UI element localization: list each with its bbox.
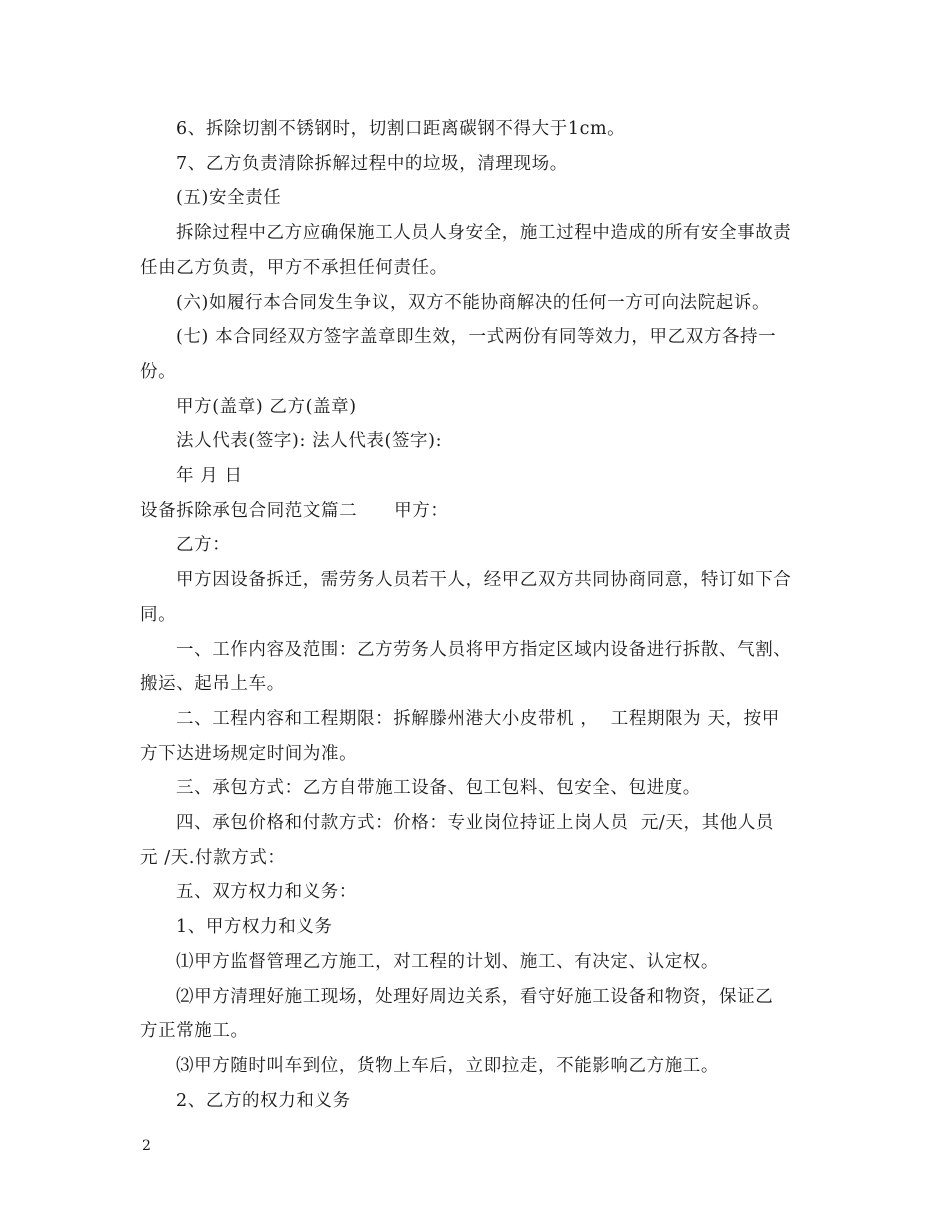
text-line: 设备拆除承包合同范文篇二 甲方： bbox=[140, 500, 449, 521]
text-line: 二、工程内容和工程期限：拆解滕州港大小皮带机 ， 工程期限为 天，按甲 bbox=[176, 708, 780, 729]
text-line: (五)安全责任 bbox=[176, 188, 282, 209]
text-line: 三、承包方式：乙方自带施工设备、包工包料、包安全、包进度。 bbox=[176, 778, 701, 799]
text-line: 拆除过程中乙方应确保施工人员人身安全，施工过程中造成的所有安全事故责 bbox=[176, 223, 792, 244]
text-line: 甲方(盖章) 乙方(盖章) bbox=[176, 396, 357, 417]
page-number: 2 bbox=[142, 1138, 151, 1154]
text-line: 方下达进场规定时间为准。 bbox=[140, 743, 358, 764]
text-line: ⑵甲方清理好施工现场，处理好周边关系，看守好施工设备和物资，保证乙 bbox=[176, 986, 774, 1007]
text-line: 份。 bbox=[140, 361, 177, 382]
text-line: 1、甲方权力和义务 bbox=[176, 917, 333, 938]
text-line: 一、工作内容及范围：乙方劳务人员将甲方指定区域内设备进行拆散、气割、 bbox=[176, 639, 792, 660]
text-line: 方正常施工。 bbox=[140, 1021, 249, 1042]
text-line: 同。 bbox=[140, 604, 177, 625]
text-line: 搬运、起吊上车。 bbox=[140, 674, 285, 695]
text-line: 任由乙方负责，甲方不承担任何责任。 bbox=[140, 257, 448, 278]
text-line: ⑴甲方监督管理乙方施工，对工程的计划、施工、有决定、认定权。 bbox=[176, 951, 719, 972]
text-line: 法人代表(签字): 法人代表(签字): bbox=[176, 431, 443, 452]
text-line: 乙方： bbox=[176, 535, 231, 556]
text-line: 四、承包价格和付款方式：价格：专业岗位持证上岗人员 元/天，其他人员 bbox=[176, 813, 775, 833]
text-line: 五、双方权力和义务： bbox=[176, 882, 357, 903]
text-line: 元 /天.付款方式： bbox=[140, 847, 286, 868]
text-line: 7、乙方负责清除拆解过程中的垃圾，清理现场。 bbox=[176, 153, 568, 174]
text-line: 年 月 日 bbox=[176, 466, 243, 486]
text-line: 甲方因设备拆迁，需劳务人员若干人，经甲乙双方共同协商同意，特订如下合 bbox=[176, 570, 792, 591]
text-line: 6、拆除切割不锈钢时，切割口距离碳钢不得大于1cm。 bbox=[176, 119, 626, 139]
text-line: ⑶甲方随时叫车到位，货物上车后，立即拉走，不能影响乙方施工。 bbox=[176, 1055, 719, 1076]
text-line: (七) 本合同经双方签字盖章即生效，一式两份有同等效力，甲乙双方各持一 bbox=[176, 327, 777, 348]
text-line: 2、乙方的权力和义务 bbox=[176, 1090, 351, 1111]
text-line: (六)如履行本合同发生争议，双方不能协商解决的任何一方可向法院起诉。 bbox=[176, 292, 771, 313]
